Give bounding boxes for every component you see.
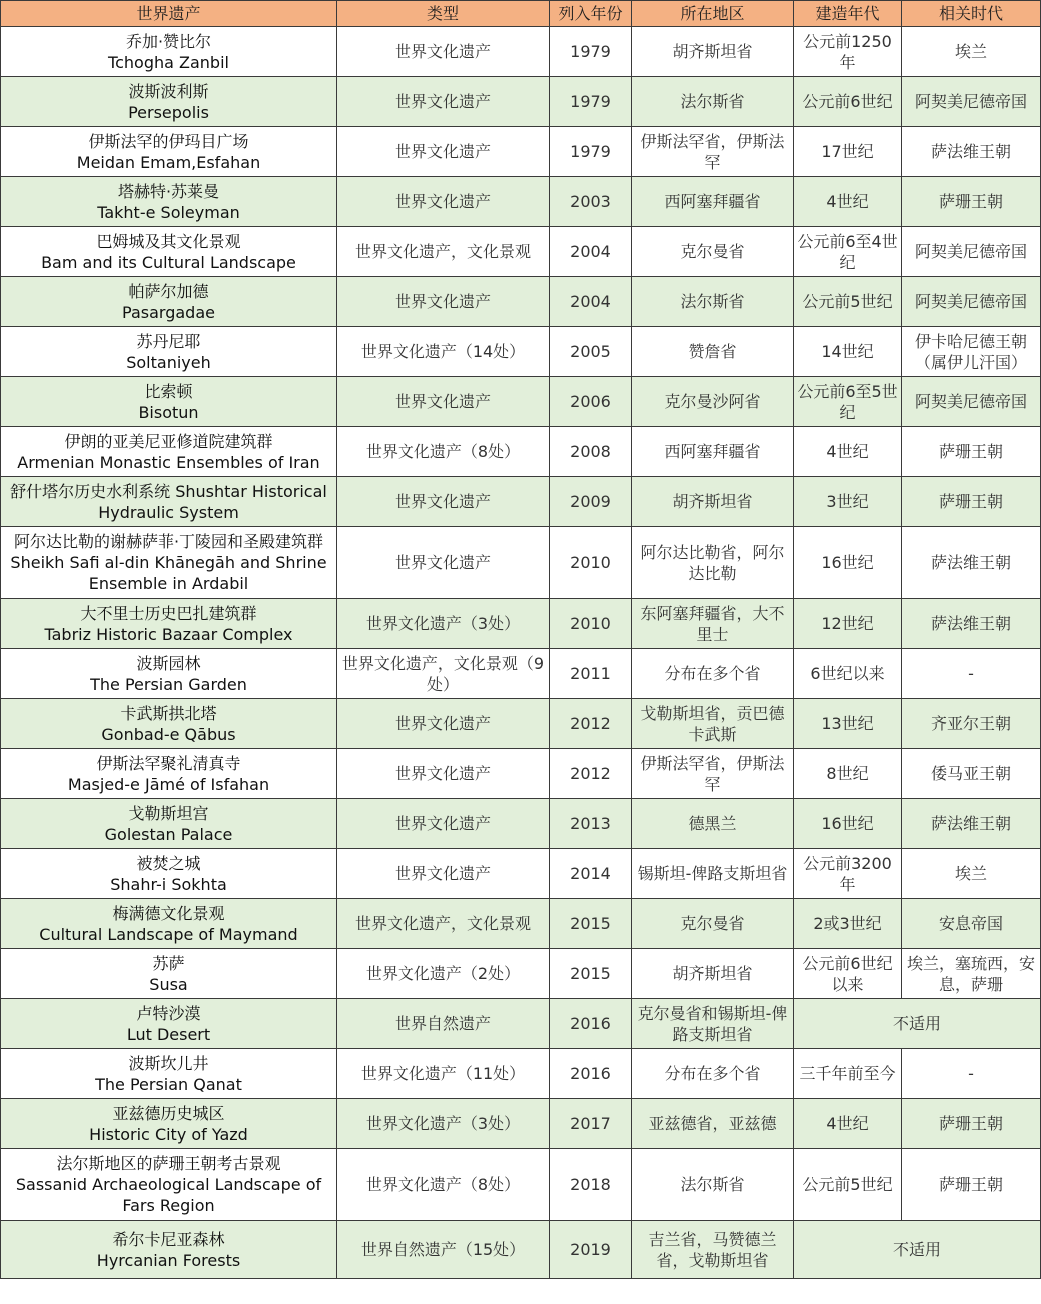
name-en: Historic City of Yazd	[89, 1124, 248, 1144]
region-cell: 亚兹德省，亚兹德	[632, 1099, 794, 1149]
built-cell: 14世纪	[794, 327, 902, 377]
table-row	[1, 77, 1041, 127]
table-row	[1, 1221, 1041, 1279]
year-cell: 2010	[550, 599, 632, 649]
heritage-name-cell	[1, 477, 337, 527]
name-cn: 戈勒斯坦宫	[128, 803, 209, 823]
table-row	[1, 949, 1041, 999]
year-cell: 2009	[550, 477, 632, 527]
year-cell: 2004	[550, 277, 632, 327]
built-cell: 6世纪以来	[794, 649, 902, 699]
name-en: Sassanid Archaeological Landscape of Fars Region	[15, 1175, 322, 1215]
type-cell: 世界文化遗产	[337, 849, 550, 899]
heritage-name-cell	[1, 749, 337, 799]
table-row	[1, 799, 1041, 849]
name-cn: 乔加·赞比尔	[125, 31, 212, 51]
table-row	[1, 849, 1041, 899]
built-cell: 12世纪	[794, 599, 902, 649]
region-cell: 西阿塞拜疆省	[632, 177, 794, 227]
type-cell: 世界文化遗产，文化景观	[337, 899, 550, 949]
year-cell: 2015	[550, 949, 632, 999]
name-cn: 阿尔达比勒的谢赫萨菲·丁陵园和圣殿建筑群	[13, 532, 324, 551]
year-cell: 2008	[550, 427, 632, 477]
region-cell: 戈勒斯坦省，贡巴德卡武斯	[632, 699, 794, 749]
era-cell: 安息帝国	[902, 899, 1041, 949]
year-cell: 2011	[550, 649, 632, 699]
type-cell: 世界文化遗产（14处）	[337, 327, 550, 377]
table-row	[1, 1149, 1041, 1221]
region-cell: 克尔曼沙阿省	[632, 377, 794, 427]
built-cell: 4世纪	[794, 427, 902, 477]
heritage-name-cell	[1, 899, 337, 949]
built-cell: 17世纪	[794, 127, 902, 177]
table-row	[1, 377, 1041, 427]
era-cell: 齐亚尔王朝	[902, 699, 1041, 749]
heritage-name-cell	[1, 649, 337, 699]
built-cell: 公元前6至4世纪	[794, 227, 902, 277]
built-cell: 公元前5世纪	[794, 1149, 902, 1221]
table-row	[1, 127, 1041, 177]
era-cell: 萨法维王朝	[902, 799, 1041, 849]
region-cell: 吉兰省，马赞德兰省，戈勒斯坦省	[632, 1221, 794, 1279]
name-cn: 希尔卡尼亚森林	[112, 1229, 225, 1249]
name-cn: 塔赫特·苏莱曼	[117, 181, 220, 201]
name-cn: 苏萨	[152, 953, 185, 973]
region-cell: 伊斯法罕省，伊斯法罕	[632, 749, 794, 799]
type-cell: 世界文化遗产（8处）	[337, 427, 550, 477]
name-cn: 卡武斯拱北塔	[120, 703, 217, 723]
header-type: 类型	[337, 1, 550, 27]
region-cell: 克尔曼省和锡斯坦-俾路支斯坦省	[632, 999, 794, 1049]
era-cell: 伊卡哈尼德王朝（属伊儿汗国）	[902, 327, 1041, 377]
type-cell: 世界文化遗产（8处）	[337, 1149, 550, 1221]
year-cell: 2010	[550, 527, 632, 599]
heritage-name-cell	[1, 127, 337, 177]
heritage-name-cell	[1, 427, 337, 477]
built-cell: 公元前6至5世纪	[794, 377, 902, 427]
header-heritage: 世界遗产	[1, 1, 337, 27]
name-cn: 被焚之城	[136, 853, 201, 873]
name-en: Hydraulic System	[98, 502, 239, 522]
built-era-merged-cell: 不适用	[794, 1221, 1041, 1279]
name-cn: 巴姆城及其文化景观	[96, 231, 241, 251]
table-row	[1, 999, 1041, 1049]
table-row	[1, 649, 1041, 699]
name-en: Hyrcanian Forests	[96, 1250, 241, 1270]
type-cell: 世界文化遗产	[337, 749, 550, 799]
era-cell: -	[902, 1049, 1041, 1099]
header-year: 列入年份	[550, 1, 632, 27]
header-region: 所在地区	[632, 1, 794, 27]
era-cell: 萨珊王朝	[902, 1099, 1041, 1149]
heritage-name-cell	[1, 527, 337, 599]
era-cell: 萨珊王朝	[902, 427, 1041, 477]
name-en: Tabriz Historic Bazaar Complex	[44, 624, 293, 644]
region-cell: 阿尔达比勒省，阿尔达比勒	[632, 527, 794, 599]
table-row	[1, 27, 1041, 77]
name-cn: 梅满德文化景观	[112, 903, 225, 923]
table-row	[1, 699, 1041, 749]
table-row	[1, 527, 1041, 599]
built-cell: 16世纪	[794, 799, 902, 849]
era-cell: 倭马亚王朝	[902, 749, 1041, 799]
table-row	[1, 599, 1041, 649]
type-cell: 世界文化遗产	[337, 77, 550, 127]
name-en: The Persian Garden	[90, 674, 247, 694]
name-cn: 苏丹尼耶	[136, 331, 201, 351]
year-cell: 2005	[550, 327, 632, 377]
header-era: 相关时代	[902, 1, 1041, 27]
year-cell: 1979	[550, 77, 632, 127]
name-cn: 伊斯法罕聚礼清真寺	[96, 753, 241, 773]
name-cn: 伊斯法罕的伊玛目广场	[88, 131, 249, 151]
heritage-name-cell	[1, 27, 337, 77]
region-cell: 克尔曼省	[632, 227, 794, 277]
type-cell: 世界文化遗产	[337, 477, 550, 527]
table-row	[1, 327, 1041, 377]
name-cn: 波斯波利斯	[128, 81, 209, 101]
heritage-name-cell	[1, 77, 337, 127]
built-cell: 公元前3200年	[794, 849, 902, 899]
era-cell: 萨法维王朝	[902, 127, 1041, 177]
type-cell: 世界自然遗产	[337, 999, 550, 1049]
heritage-name-cell	[1, 699, 337, 749]
era-cell: 萨法维王朝	[902, 527, 1041, 599]
heritage-name-cell	[1, 177, 337, 227]
region-cell: 法尔斯省	[632, 277, 794, 327]
region-cell: 法尔斯省	[632, 1149, 794, 1221]
type-cell: 世界文化遗产，文化景观（9处）	[337, 649, 550, 699]
name-en: The Persian Qanat	[95, 1074, 242, 1094]
year-cell: 2014	[550, 849, 632, 899]
heritage-name-cell	[1, 599, 337, 649]
type-cell: 世界文化遗产	[337, 699, 550, 749]
name-en: Shahr-i Sokhta	[110, 874, 227, 894]
year-cell: 2019	[550, 1221, 632, 1279]
name-cn: 比索顿	[144, 381, 193, 401]
name-cn: 卢特沙漠	[136, 1003, 201, 1023]
built-cell: 16世纪	[794, 527, 902, 599]
region-cell: 德黑兰	[632, 799, 794, 849]
table-row	[1, 477, 1041, 527]
region-cell: 胡齐斯坦省	[632, 27, 794, 77]
type-cell: 世界文化遗产	[337, 377, 550, 427]
heritage-name-cell	[1, 799, 337, 849]
region-cell: 胡齐斯坦省	[632, 477, 794, 527]
table-row	[1, 277, 1041, 327]
year-cell: 2013	[550, 799, 632, 849]
year-cell: 2004	[550, 227, 632, 277]
name-en: Bam and its Cultural Landscape	[41, 252, 296, 272]
type-cell: 世界文化遗产（3处）	[337, 599, 550, 649]
table-row	[1, 227, 1041, 277]
name-en: Cultural Landscape of Maymand	[39, 924, 298, 944]
type-cell: 世界文化遗产	[337, 177, 550, 227]
name-en: Lut Desert	[126, 1024, 211, 1044]
year-cell: 1979	[550, 27, 632, 77]
type-cell: 世界文化遗产（3处）	[337, 1099, 550, 1149]
type-cell: 世界文化遗产	[337, 527, 550, 599]
era-cell: 阿契美尼德帝国	[902, 277, 1041, 327]
built-cell: 公元前1250年	[794, 27, 902, 77]
built-cell: 公元前6世纪以来	[794, 949, 902, 999]
year-cell: 2016	[550, 999, 632, 1049]
built-era-merged-cell: 不适用	[794, 999, 1041, 1049]
name-en: Soltaniyeh	[126, 352, 211, 372]
type-cell: 世界文化遗产	[337, 277, 550, 327]
name-en: Armenian Monastic Ensembles of Iran	[17, 452, 320, 472]
era-cell: 阿契美尼德帝国	[902, 377, 1041, 427]
built-cell: 13世纪	[794, 699, 902, 749]
era-cell: 阿契美尼德帝国	[902, 227, 1041, 277]
built-cell: 公元前6世纪	[794, 77, 902, 127]
heritage-name-cell	[1, 1099, 337, 1149]
name-en: Golestan Palace	[104, 824, 233, 844]
heritage-name-cell	[1, 227, 337, 277]
type-cell: 世界自然遗产（15处）	[337, 1221, 550, 1279]
built-cell: 4世纪	[794, 177, 902, 227]
region-cell: 法尔斯省	[632, 77, 794, 127]
era-cell: -	[902, 649, 1041, 699]
era-cell: 萨珊王朝	[902, 1149, 1041, 1221]
name-cn: 亚兹德历史城区	[112, 1103, 225, 1123]
era-cell: 埃兰	[902, 27, 1041, 77]
name-en: Bisotun	[138, 402, 199, 422]
region-cell: 分布在多个省	[632, 1049, 794, 1099]
name-cn: 大不里士历史巴扎建筑群	[80, 603, 257, 623]
year-cell: 2006	[550, 377, 632, 427]
name-en: Tchogha Zanbil	[108, 52, 229, 72]
name-en: Persepolis	[128, 102, 209, 122]
region-cell: 锡斯坦-俾路支斯坦省	[632, 849, 794, 899]
type-cell: 世界文化遗产，文化景观	[337, 227, 550, 277]
table-row	[1, 177, 1041, 227]
heritage-name-cell	[1, 377, 337, 427]
era-cell: 萨珊王朝	[902, 177, 1041, 227]
name-cn: 波斯园林	[136, 653, 201, 673]
year-cell: 2012	[550, 699, 632, 749]
heritage-name-cell	[1, 849, 337, 899]
year-cell: 2012	[550, 749, 632, 799]
type-cell: 世界文化遗产	[337, 799, 550, 849]
era-cell: 埃兰	[902, 849, 1041, 899]
region-cell: 赞詹省	[632, 327, 794, 377]
built-cell: 4世纪	[794, 1099, 902, 1149]
region-cell: 东阿塞拜疆省，大不里士	[632, 599, 794, 649]
table-row	[1, 1049, 1041, 1099]
type-cell: 世界文化遗产	[337, 127, 550, 177]
year-cell: 2017	[550, 1099, 632, 1149]
heritage-name-cell	[1, 999, 337, 1049]
name-en: Takht-e Soleyman	[97, 202, 240, 222]
year-cell: 1979	[550, 127, 632, 177]
era-cell: 萨法维王朝	[902, 599, 1041, 649]
year-cell: 2016	[550, 1049, 632, 1099]
built-cell: 公元前5世纪	[794, 277, 902, 327]
year-cell: 2018	[550, 1149, 632, 1221]
name-en: Gonbad-e Qābus	[101, 724, 236, 744]
heritage-name-cell	[1, 327, 337, 377]
built-cell: 3世纪	[794, 477, 902, 527]
heritage-name-cell	[1, 949, 337, 999]
name-en: Sheikh Safi al-din Khānegāh and Shrine Ensemble in Ardabil	[10, 553, 327, 593]
name-en: Masjed-e Jāmé of Isfahan	[67, 774, 270, 794]
table-row	[1, 427, 1041, 477]
name-en: Susa	[149, 974, 188, 994]
type-cell: 世界文化遗产	[337, 27, 550, 77]
heritage-name-cell	[1, 277, 337, 327]
name-cn: 舒什塔尔历史水利系统 Shushtar Historical	[10, 481, 327, 501]
built-cell: 2或3世纪	[794, 899, 902, 949]
table-row	[1, 899, 1041, 949]
name-cn: 帕萨尔加德	[128, 281, 209, 301]
header-built: 建造年代	[794, 1, 902, 27]
table-row	[1, 1099, 1041, 1149]
table-row	[1, 749, 1041, 799]
era-cell: 埃兰，塞琉西，安息，萨珊	[902, 949, 1041, 999]
region-cell: 伊斯法罕省，伊斯法罕	[632, 127, 794, 177]
name-cn: 法尔斯地区的萨珊王朝考古景观	[56, 1154, 281, 1173]
era-cell: 阿契美尼德帝国	[902, 77, 1041, 127]
heritage-name-cell	[1, 1149, 337, 1221]
region-cell: 分布在多个省	[632, 649, 794, 699]
header-row	[1, 1, 1041, 27]
era-cell: 萨珊王朝	[902, 477, 1041, 527]
built-cell: 8世纪	[794, 749, 902, 799]
region-cell: 胡齐斯坦省	[632, 949, 794, 999]
year-cell: 2003	[550, 177, 632, 227]
name-en: Pasargadae	[122, 302, 215, 322]
built-cell: 三千年前至今	[794, 1049, 902, 1099]
region-cell: 克尔曼省	[632, 899, 794, 949]
name-cn: 伊朗的亚美尼亚修道院建筑群	[64, 431, 273, 451]
heritage-name-cell	[1, 1049, 337, 1099]
heritage-name-cell	[1, 1221, 337, 1279]
type-cell: 世界文化遗产（11处）	[337, 1049, 550, 1099]
year-cell: 2015	[550, 899, 632, 949]
name-cn: 波斯坎儿井	[128, 1053, 209, 1073]
name-en: Meidan Emam,Esfahan	[76, 152, 261, 172]
region-cell: 西阿塞拜疆省	[632, 427, 794, 477]
type-cell: 世界文化遗产（2处）	[337, 949, 550, 999]
